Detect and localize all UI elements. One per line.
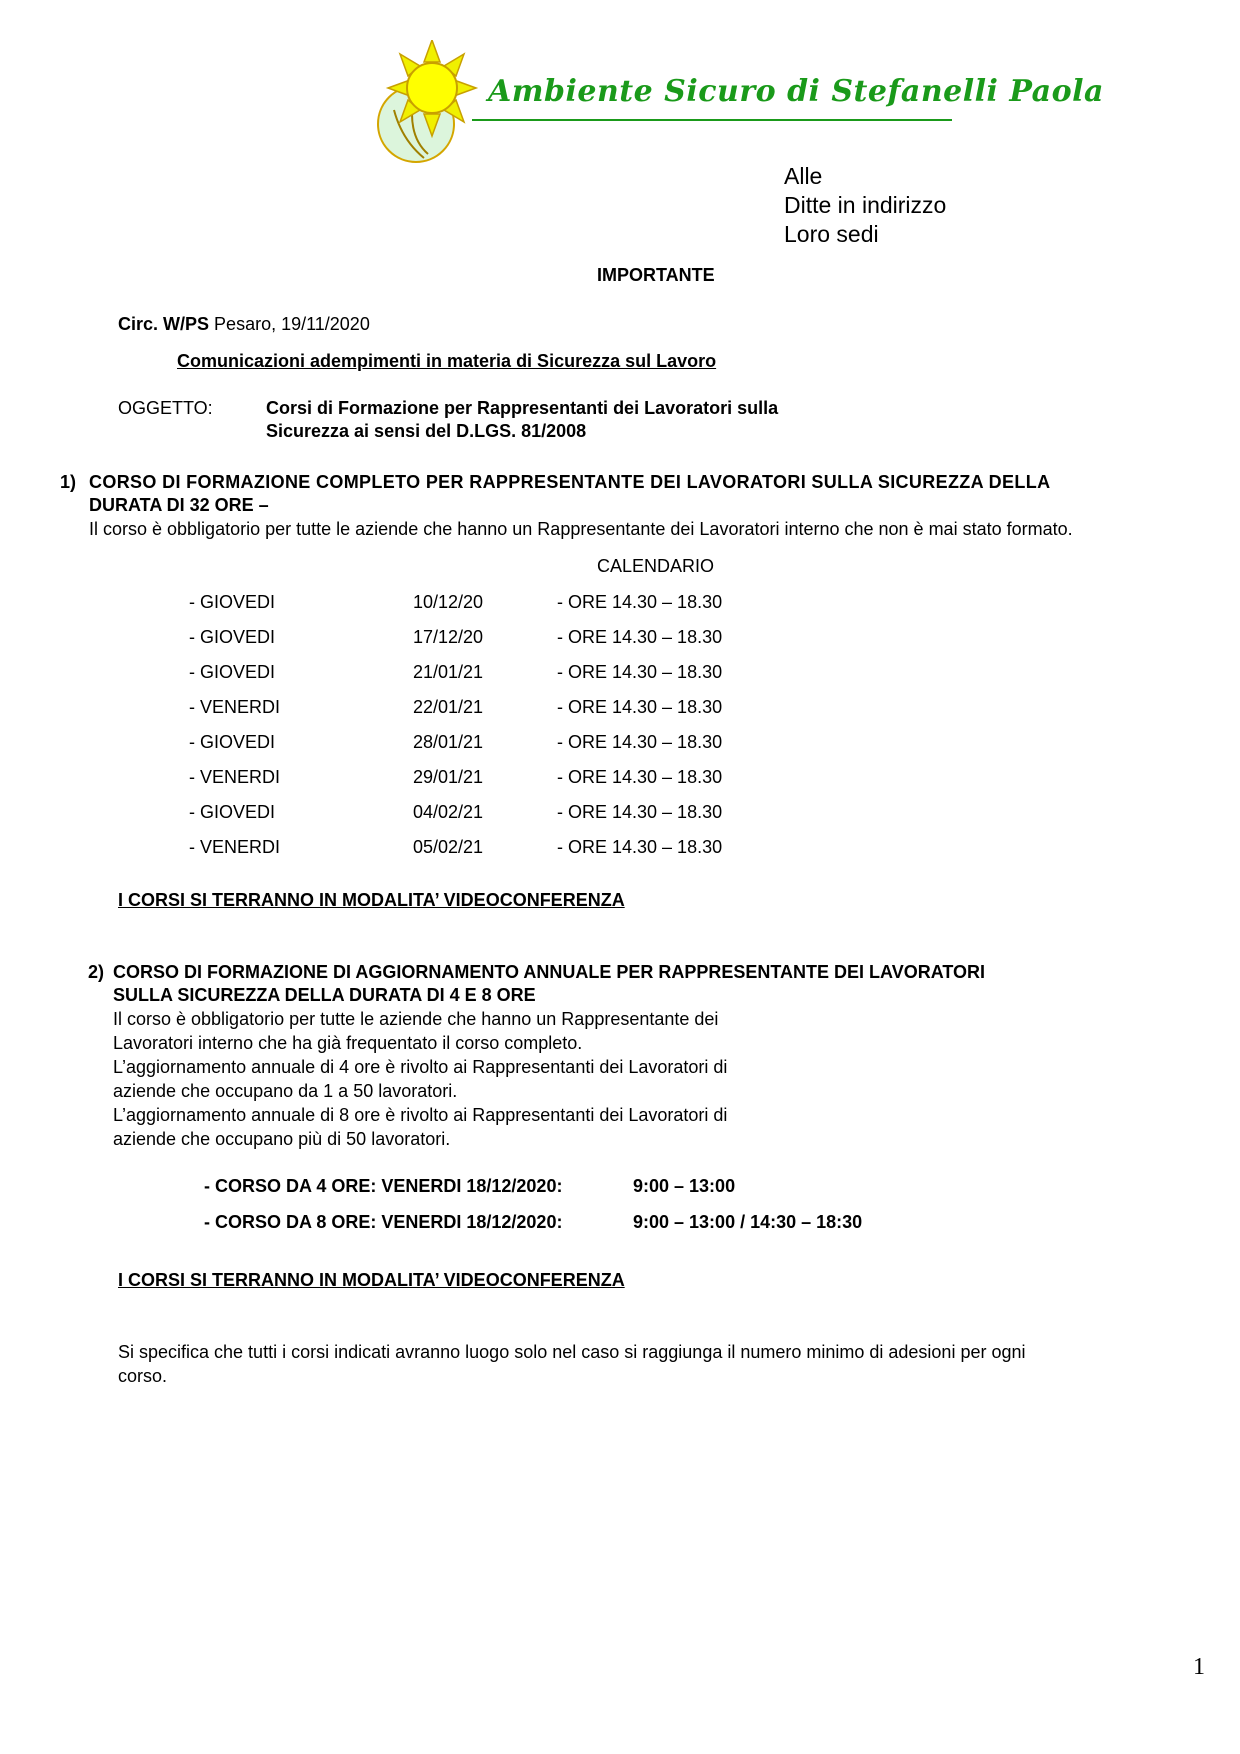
calendar-date: 17/12/20 [413,627,484,647]
recipient-line-1: Alle [784,163,823,189]
calendar-date: 22/01/21 [413,697,484,717]
section1-description: Il corso è obbligatorio per tutte le aziende che hanno un Rappresentante dei Lavoratori interno che non è mai stato formato. [89,519,1073,539]
calendar-time: - ORE 14.30 – 18.30 [557,837,723,857]
calendar-day: - GIOVEDI [189,662,276,682]
calendar-time: - ORE 14.30 – 18.30 [557,697,723,717]
calendar-date: 21/01/21 [413,662,484,682]
calendar-day: - GIOVEDI [189,592,276,612]
calendar-time: - ORE 14.30 – 18.30 [557,767,723,787]
calendar-day: - GIOVEDI [189,732,276,752]
sun-icon [388,40,476,136]
calendar-date: 05/02/21 [413,837,484,857]
circ-place-date: Pesaro, 19/11/2020 [214,314,370,334]
calendar-day: - VENERDI [189,837,281,857]
course-8h-time: 9:00 – 13:00 / 14:30 – 18:30 [633,1212,863,1232]
recipient-line-3: Loro sedi [784,221,879,247]
calendar-time: - ORE 14.30 – 18.30 [557,802,723,822]
calendar-time: - ORE 14.30 – 18.30 [557,627,723,647]
section2-desc-line: Il corso è obbligatorio per tutte le aziende che hanno un Rappresentante dei [113,1009,719,1029]
calendar-date: 29/01/21 [413,767,484,787]
section2-desc-line: aziende che occupano da 1 a 50 lavoratori. [113,1081,458,1101]
course-8h-label: - CORSO DA 8 ORE: VENERDI 18/12/2020: [204,1212,563,1232]
page-number: 1 [1193,1654,1205,1680]
calendar-day: - GIOVEDI [189,802,276,822]
brand-underline [472,119,952,121]
section2-mode-note: I CORSI SI TERRANNO IN MODALITA’ VIDEOCONFERENZA [118,1270,625,1290]
calendar-time: - ORE 14.30 – 18.30 [557,592,723,612]
section2-title-line-1: CORSO DI FORMAZIONE DI AGGIORNAMENTO ANNUALE PER RAPPRESENTANTE DEI LAVORATORI [113,962,986,982]
company-name: Ambiente Sicuro di Stefanelli Paola [488,74,1104,109]
oggetto-line-2: Sicurezza ai sensi del D.LGS. 81/2008 [266,421,587,441]
importante-heading: IMPORTANTE [597,265,715,285]
circ-label: Circ. W/PS [118,314,210,334]
section1-mode-note: I CORSI SI TERRANNO IN MODALITA’ VIDEOCONFERENZA [118,890,625,910]
closing-line-1: Si specifica che tutti i corsi indicati avranno luogo solo nel caso si raggiunga il numero minimo di adesioni per ogni [118,1342,1026,1362]
section1-title-line-1: CORSO DI FORMAZIONE COMPLETO PER RAPPRESENTANTE DEI LAVORATORI SULLA SICUREZZA DELLA [89,472,1051,492]
section2-title-line-2: SULLA SICUREZZA DELLA DURATA DI 4 E 8 ORE [113,985,536,1005]
section1-title-line-2: DURATA DI 32 ORE – [89,495,269,515]
calendar-day: - VENERDI [189,767,281,787]
oggetto-label: OGGETTO: [118,398,213,418]
calendar-date: 10/12/20 [413,592,484,612]
calendar-title: CALENDARIO [597,556,715,576]
oggetto-line-1: Corsi di Formazione per Rappresentanti dei Lavoratori sulla [266,398,779,418]
section2-desc-line: L’aggiornamento annuale di 4 ore è rivolto ai Rappresentanti dei Lavoratori di [113,1057,728,1077]
subject-heading: Comunicazioni adempimenti in materia di Sicurezza sul Lavoro [177,351,717,371]
closing-line-2: corso. [118,1366,168,1386]
calendar-day: - VENERDI [189,697,281,717]
section2-desc-line: L’aggiornamento annuale di 8 ore è rivolto ai Rappresentanti dei Lavoratori di [113,1105,728,1125]
recipient-line-2: Ditte in indirizzo [784,192,947,218]
section2-number: 2) [88,962,105,982]
course-4h-label: - CORSO DA 4 ORE: VENERDI 18/12/2020: [204,1176,563,1196]
calendar-day: - GIOVEDI [189,627,276,647]
calendar-date: 28/01/21 [413,732,484,752]
calendar-time: - ORE 14.30 – 18.30 [557,732,723,752]
circ-line [118,314,370,335]
section1-number: 1) [60,472,77,492]
calendar-time: - ORE 14.30 – 18.30 [557,662,723,682]
course-4h-time: 9:00 – 13:00 [633,1176,736,1196]
section2-desc-line: aziende che occupano più di 50 lavoratori. [113,1129,451,1149]
calendar-date: 04/02/21 [413,802,484,822]
section2-desc-line: Lavoratori interno che ha già frequentato il corso completo. [113,1033,583,1053]
